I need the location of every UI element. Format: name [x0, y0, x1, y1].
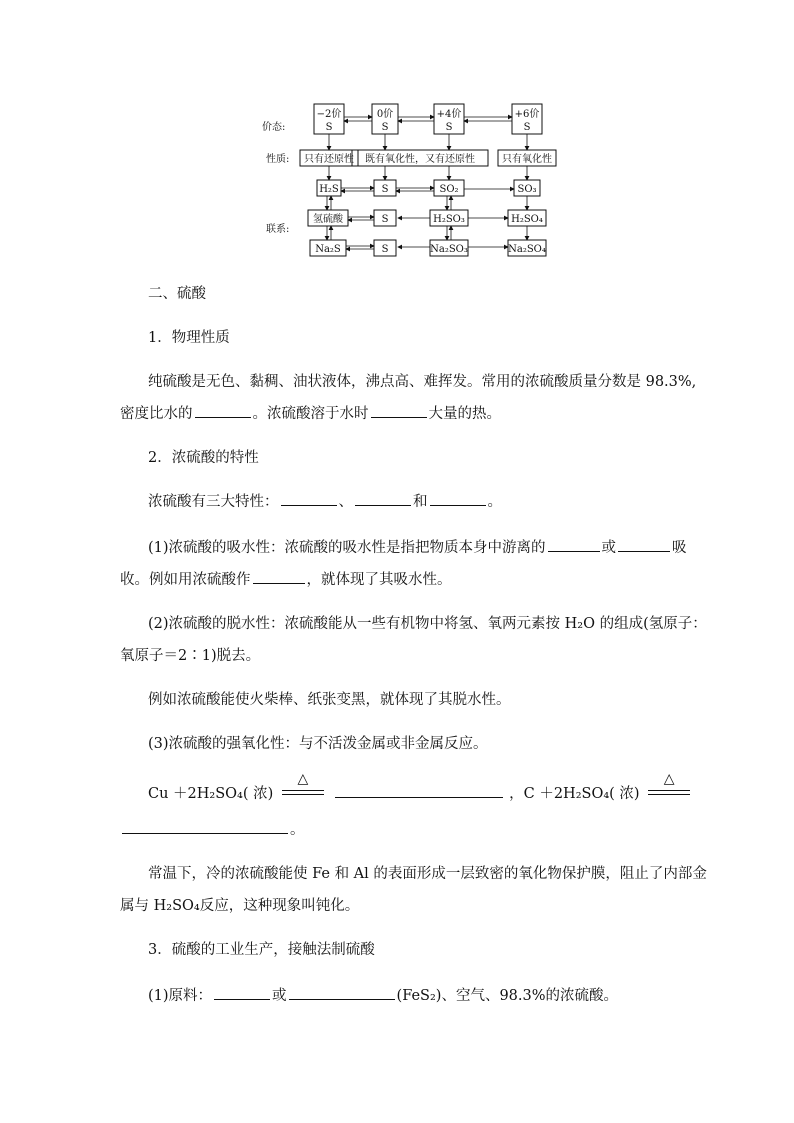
- box-s-row3: [374, 180, 396, 196]
- heating-equals-sign: [282, 771, 324, 802]
- heading-industrial-production: 3．硫酸的工业生产，接触法制硫酸: [148, 942, 375, 958]
- equation-c: ，C ＋2H₂SO₄( 浓): [509, 786, 640, 802]
- fill-blank[interactable]: [335, 796, 503, 798]
- svg-text:SO₃: SO₃: [517, 184, 537, 195]
- heading-physical-properties: 1．物理性质: [148, 330, 230, 346]
- valence-box-1: [314, 104, 344, 134]
- svg-text:只有还原性: 只有还原性: [304, 154, 354, 165]
- box-na2s: [310, 240, 346, 256]
- svg-text:氢硫酸: 氢硫酸: [313, 214, 343, 225]
- property-box-2: [352, 150, 488, 166]
- svg-text:既有氧化性，又有还原性: 既有氧化性，又有还原性: [365, 154, 475, 165]
- svg-text:H₂SO₃: H₂SO₃: [433, 214, 465, 225]
- valence-box-2: [372, 104, 398, 134]
- svg-text:Na₂SO₃: Na₂SO₃: [430, 244, 468, 255]
- paragraph-dehydration-line1: (2)浓硫酸的脱水性：浓硫酸能从一些有机物中将氢、氧两元素按 H₂O 的组成(氢原子：: [148, 616, 707, 632]
- fill-blank[interactable]: [430, 504, 486, 506]
- fill-blank[interactable]: [253, 582, 305, 584]
- svg-text:S: S: [381, 214, 389, 225]
- svg-text:SO₂: SO₂: [439, 184, 459, 195]
- paragraph-dehydration-line2: 氧原子＝2∶1)脱去。: [120, 648, 261, 664]
- property-box-3: [498, 150, 556, 166]
- heating-equals-sign: [648, 771, 690, 802]
- fill-blank[interactable]: [214, 998, 270, 1000]
- heading-characteristics: 2．浓硫酸的特性: [148, 450, 259, 466]
- text-fragment: (1)原料：: [148, 988, 213, 1004]
- box-so2: [434, 180, 464, 196]
- svg-text:0价: 0价: [376, 109, 394, 120]
- box-hydrosulfuric-acid: [308, 210, 348, 226]
- box-h2so3: [430, 210, 468, 226]
- paragraph-passivation-line1: 常温下，冷的浓硫酸能使 Fe 和 Al 的表面形成一层致密的氧化物保护膜，阻止了内部金: [148, 866, 707, 882]
- paragraph-raw-materials: [148, 978, 708, 1014]
- text-fragment: 和: [413, 494, 428, 510]
- equation-line: [148, 771, 688, 812]
- box-so3: [514, 180, 540, 196]
- text-fragment: 吸: [672, 540, 687, 556]
- paragraph-physical-line1: 纯硫酸是无色、黏稠、油状液体，沸点高、难挥发。常用的浓硫酸质量分数是 98.3%,: [148, 374, 697, 390]
- text-fragment: ，就体现了其吸水性。: [306, 572, 452, 588]
- paragraph-oxidizing: (3)浓硫酸的强氧化性：与不活泼金属或非金属反应。: [148, 736, 488, 752]
- fill-blank[interactable]: [618, 550, 670, 552]
- sulfur-valence-diagram: [262, 100, 562, 260]
- paragraph-dehydration-example: 例如浓硫酸能使火柴棒、纸张变黑，就体现了其脱水性。: [148, 692, 511, 708]
- svg-text:只有氧化性: 只有氧化性: [502, 154, 552, 165]
- text-fragment: 收。例如用浓硫酸作: [120, 572, 251, 588]
- svg-text:Na₂S: Na₂S: [315, 244, 341, 255]
- property-box-1: [300, 150, 358, 166]
- fill-blank[interactable]: [289, 998, 395, 1000]
- paragraph-physical-line2: [120, 396, 680, 432]
- valence-box-4: [512, 104, 542, 134]
- text-fragment: 。浓硫酸溶于水时: [252, 406, 369, 422]
- svg-text:S: S: [325, 122, 333, 133]
- svg-text:H₂SO₄: H₂SO₄: [511, 214, 543, 225]
- paragraph-three-properties: [148, 484, 708, 520]
- svg-text:S: S: [523, 122, 531, 133]
- text-fragment: (FeS₂)、空气、98.3%的浓硫酸。: [396, 988, 619, 1004]
- equation-cu: Cu ＋2H₂SO₄( 浓): [148, 786, 274, 802]
- text-fragment: 大量的热。: [428, 406, 501, 422]
- svg-text:Na₂SO₄: Na₂SO₄: [508, 244, 546, 255]
- svg-text:H₂S: H₂S: [319, 184, 339, 195]
- box-h2so4: [508, 210, 546, 226]
- box-s-row5: [374, 240, 396, 256]
- text-fragment: 。: [290, 822, 305, 838]
- label-property: 性质:: [266, 154, 290, 165]
- box-na2so3: [430, 240, 468, 256]
- text-fragment: 密度比水的: [120, 406, 193, 422]
- fill-blank[interactable]: [355, 504, 411, 506]
- label-valence: 价态:: [262, 122, 286, 133]
- svg-text:+4价: +4价: [436, 109, 462, 120]
- fill-blank[interactable]: [281, 504, 337, 506]
- section-heading-sulfuric-acid: 二、硫酸: [148, 286, 206, 302]
- fill-blank[interactable]: [122, 832, 288, 834]
- heat-icon: △: [663, 771, 675, 787]
- heat-icon: △: [297, 771, 309, 787]
- text-fragment: 浓硫酸有三大特性：: [148, 494, 279, 510]
- paragraph-water-absorption-line2: [120, 562, 680, 598]
- equation-line2: [120, 812, 680, 848]
- box-na2so4: [508, 240, 546, 256]
- label-relation: 联系:: [266, 224, 290, 235]
- text-fragment: 。: [487, 494, 502, 510]
- text-fragment: (1)浓硫酸的吸水性：浓硫酸的吸水性是指把物质本身中游离的: [148, 540, 546, 556]
- svg-text:S: S: [381, 122, 389, 133]
- svg-text:S: S: [445, 122, 453, 133]
- fill-blank[interactable]: [371, 416, 427, 418]
- text-fragment: 或: [272, 988, 287, 1004]
- paragraph-water-absorption-line1: [148, 530, 708, 566]
- valence-box-3: [434, 104, 464, 134]
- box-s-row4: [374, 210, 396, 226]
- fill-blank[interactable]: [195, 416, 251, 418]
- paragraph-passivation-line2: 属与 H₂SO₄反应，这种现象叫钝化。: [120, 898, 360, 914]
- box-h2s: [317, 180, 341, 196]
- svg-text:+6价: +6价: [514, 109, 540, 120]
- svg-text:S: S: [381, 184, 389, 195]
- svg-text:−2价: −2价: [316, 109, 342, 120]
- fill-blank[interactable]: [548, 550, 600, 552]
- text-fragment: 或: [601, 540, 617, 556]
- text-fragment: 、: [338, 494, 353, 510]
- svg-text:S: S: [381, 244, 389, 255]
